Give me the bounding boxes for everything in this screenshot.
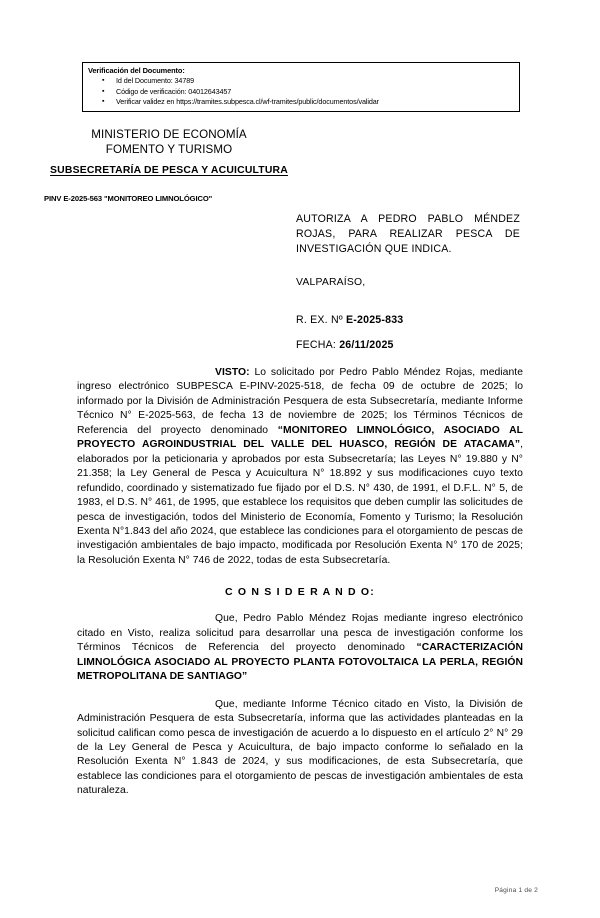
resolution-number-label: R. EX. Nº [296,314,347,326]
resolution-date-label: FECHA: [296,339,340,351]
considerando-paragraph-1 [77,612,523,684]
resolution-date-line [296,339,394,351]
bullet-icon: ▪ [102,98,105,105]
verification-item-document-id [88,76,588,87]
bullet-icon: ▪ [102,87,105,95]
verification-title: Verificación del Documento: [88,66,185,75]
document-body [77,366,523,799]
verification-item-label[interactable]: Verificar validez en https://tramites.subpesca.cl/wf-tramites/public/documentos/validar [116,97,379,106]
visto-label: VISTO: [215,367,250,378]
pinv-reference: PINV E-2025-563 "MONITOREO LIMNOLÓGICO" [44,194,213,203]
page-number-footer: Página 1 de 2 [494,887,538,894]
verification-item-url[interactable] [88,97,588,108]
ministry-name-line-1: MINISTERIO DE ECONOMÍA [91,128,247,141]
resolution-number-line [296,314,403,326]
visto-project-name: “MONITOREO LIMNOLÓGICO, ASOCIADO AL PROYECTO AGROINDUSTRIAL DEL VALLE DEL HUASCO, REGIÓN DE ATACAMA” [77,424,524,451]
document-subject: AUTORIZA A PEDRO PABLO MÉNDEZ ROJAS, PARA REALIZAR PESCA DE INVESTIGACIÓN QUE INDICA. [296,213,520,255]
verification-content [88,66,588,108]
ministry-name-line-2: FOMENTO Y TURISMO [105,142,233,156]
considerando-paragraph-2 [77,698,523,799]
resolution-number-value: E-2025-833 [346,314,404,326]
bullet-icon: ▪ [102,77,105,84]
verification-item-label: Id del Documento: 34789 [116,76,195,85]
issuing-city: VALPARAÍSO, [296,277,366,288]
verification-item-code [88,87,588,98]
resolution-date-value: 26/11/2025 [339,339,394,351]
visto-paragraph [77,366,523,568]
document-verification-box [82,62,520,112]
visto-text-part-1: Lo solicitado por Pedro Pablo Méndez Rojas, mediante ingreso electrónico SUBPESCA E-PINV-2025-518, de fecha 09 de octubre de 2025; lo informado por la División de Administración Pesquera de esta Subsecretaría, mediante Informe Técnico N° E-2025-563, de fecha 13 de noviembre de 2025; los Términos Técnicos de Referencia del proyecto denominado [77,367,523,436]
verification-item-label: Código de verificación: 04012643457 [116,86,232,96]
ministry-header [44,128,294,157]
subsecretaria-title: SUBSECRETARÍA DE PESCA Y ACUICULTURA [50,165,288,176]
considerando-1-text: Que, Pedro Pablo Méndez Rojas mediante ingreso electrónico citado en Visto, realiza solicitud para desarrollar una pesca de investigación conforme los Términos Técnicos de Referencia del proyecto denominado [77,613,523,654]
visto-text-part-2: , elaborados por la peticionaria y aprobados por esta Subsecretaría; las Leyes N° 19.880 y N° 21.358; la Ley General de Pesca y Acuicultura N° 18.892 y sus modificaciones cuyo texto refundido, coordinado y sistematizado fue fijado por el D.S. N° 430, de 1991, el D.F.L. N° 5, de 1983, el D.S. N° 461, de 1995, que establece los requisitos que deben cumplir las solicitudes de pesca de investigación, todos del Ministerio de Economía, Fomento y Turismo; la Resolución Exenta N°1.843 del año 2024, que establece las condiciones para el otorgamiento de pescas de investigación ambientales de bajo impacto, modificada por Resolución Exenta N° 170 de 2025; la Resolución Exenta N° 746 de 2022, todas de esta Subsecretaría. [77,439,523,566]
considerando-2-text: Que, mediante Informe Técnico citado en Visto, la División de Administración Pesquera de esta Subsecretaría, informa que las actividades planteadas en la solicitud califican como pesca de investigación de acuerdo a lo dispuesto en el artículo 2° N° 29 de la Ley General de Pesca y Acuicultura, de bajo impacto conforme lo señalado en la Resolución Exenta N° 1.843 de 2024, y sus modificaciones, de esta Subsecretaría, que establece las condiciones para el otorgamiento de pescas de investigación ambientales de esta naturaleza. [77,698,523,797]
considerando-heading: C O N S I D E R A N D O: [225,586,375,599]
verification-list [88,76,588,108]
considerando-1-project-name: “CARACTERIZACIÓN LIMNOLÓGICA ASOCIADO AL PROYECTO PLANTA FOTOVOLTAICA LA PERLA, REGIÓN METROPOLITANA DE SANTIAGO” [77,642,523,683]
paragraph-gap [77,685,523,698]
